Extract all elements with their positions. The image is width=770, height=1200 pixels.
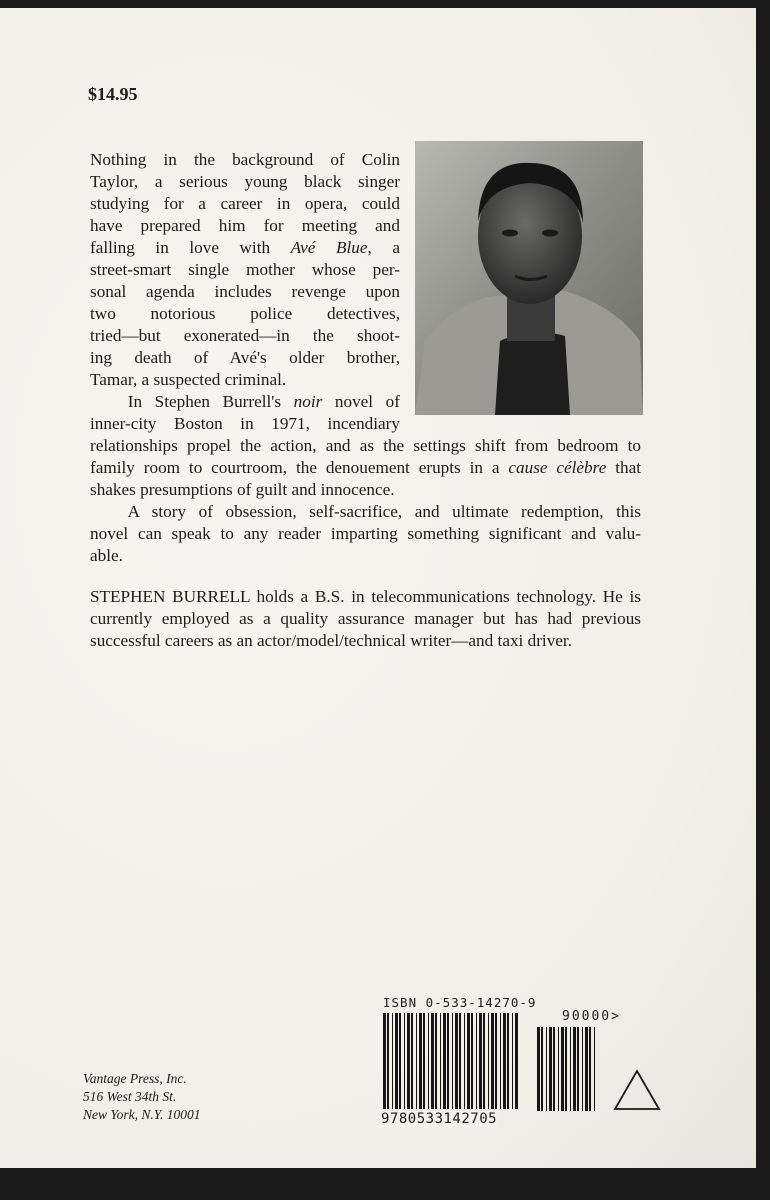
italic-text: cause célèbre [508, 458, 607, 477]
barcode-bar [500, 1013, 501, 1109]
text-segment: tried—but exonerated—in the shoot- [90, 326, 400, 345]
text-segment: In Stephen Burrell's [90, 392, 294, 411]
publisher-street: 516 West 34th St. [83, 1089, 177, 1104]
barcode-bar [395, 1013, 398, 1109]
text-line [90, 193, 400, 215]
bio-line: STEPHEN BURRELL holds a B.S. in telecommunications technology. He is [90, 587, 641, 606]
isbn-label: ISBN 0-533-14270-9 [383, 995, 537, 1010]
barcode-bar [546, 1027, 547, 1111]
text-line [90, 325, 400, 347]
barcode-bar [476, 1013, 477, 1109]
barcode-bar [443, 1013, 446, 1109]
barcode-bar [452, 1013, 453, 1109]
barcode-bar [383, 1013, 386, 1109]
text-line [90, 369, 400, 391]
text-segment: two notorious police detectives, [90, 304, 400, 323]
synopsis-paragraph-1 [90, 149, 400, 391]
text-line [90, 501, 641, 523]
barcode-bar [459, 1013, 461, 1109]
price: $14.95 [88, 84, 138, 104]
barcode-bar [495, 1013, 497, 1109]
text-line [90, 149, 400, 171]
text-line [90, 171, 400, 193]
barcode-bar [392, 1013, 393, 1109]
barcode-bar [553, 1027, 555, 1111]
barcode-bar [471, 1013, 473, 1109]
barcode-bar [419, 1013, 422, 1109]
triangle-mark [612, 1068, 662, 1112]
barcode-bar [431, 1013, 434, 1109]
barcode-bar [435, 1013, 437, 1109]
text-line [90, 281, 400, 303]
publisher-name: Vantage Press, Inc. [83, 1071, 187, 1086]
author-bio [90, 586, 641, 652]
barcode-bar [561, 1027, 564, 1111]
barcode-bar [416, 1013, 417, 1109]
text-line [90, 237, 400, 259]
text-line [90, 391, 400, 413]
barcode-bar [455, 1013, 458, 1109]
text-segment: , a [367, 238, 400, 257]
text-segment: shakes presumptions of guilt and innocence. [90, 480, 395, 499]
barcode-bar [507, 1013, 509, 1109]
barcode-bar [570, 1027, 571, 1111]
text-segment: have prepared him for meeting and [90, 216, 400, 235]
barcode-bar [467, 1013, 470, 1109]
barcode-bar [549, 1027, 552, 1111]
text-segment: falling in love with [90, 238, 291, 257]
barcode-bar [503, 1013, 506, 1109]
italic-text: Avé Blue [290, 238, 368, 257]
barcode-bar [512, 1013, 513, 1109]
text-segment: Nothing in the background of Colin [90, 150, 400, 169]
barcode-bar [577, 1027, 579, 1111]
text-line [90, 347, 400, 369]
barcode-bar [387, 1013, 389, 1109]
barcode-bar [541, 1027, 543, 1111]
barcode-bar [440, 1013, 441, 1109]
barcode-bar [515, 1013, 518, 1109]
text-line [90, 457, 641, 479]
text-segment: that [606, 458, 641, 477]
text-segment: studying for a career in opera, could [90, 194, 400, 213]
text-segment: relationships propel the action, and as the settings shift from bedroom to [90, 436, 641, 455]
book-back-cover [0, 8, 756, 1168]
barcode-bar [423, 1013, 425, 1109]
barcode-bar [464, 1013, 465, 1109]
ean-digits: 9780533142705 [381, 1111, 498, 1127]
barcode-bar [407, 1013, 410, 1109]
barcode-bar [428, 1013, 429, 1109]
italic-text: noir [293, 392, 323, 411]
text-segment: novel of [322, 392, 400, 411]
text-line [90, 215, 400, 237]
barcode-bar [558, 1027, 559, 1111]
text-segment: Tamar, a suspected criminal. [90, 370, 287, 389]
synopsis-continued [90, 435, 641, 567]
text-line [90, 545, 641, 567]
ean-barcode [383, 1013, 520, 1109]
text-line [90, 413, 400, 435]
bio-line: currently employed as a quality assurance manager but has had previous [90, 609, 641, 628]
text-segment: family room to courtroom, the denouement erupts in a [90, 458, 509, 477]
text-segment: sonal agenda includes revenge upon [90, 282, 400, 301]
barcode-bar [589, 1027, 591, 1111]
text-segment: novel can speak to any reader imparting something significant and valu- [90, 524, 641, 543]
publisher-city: New York, N.Y. 10001 [83, 1107, 201, 1122]
barcode-bar [479, 1013, 482, 1109]
barcode-bar [483, 1013, 485, 1109]
barcode-bar [491, 1013, 494, 1109]
barcode-bar [582, 1027, 583, 1111]
publisher-address [83, 1070, 201, 1124]
text-segment: A story of obsession, self-sacrifice, and ultimate redemption, this [90, 502, 641, 521]
text-line [90, 303, 400, 325]
text-segment: inner-city Boston in 1971, incendiary [90, 414, 400, 433]
text-segment: able. [90, 546, 123, 565]
synopsis [90, 149, 641, 567]
text-line [90, 435, 641, 457]
barcode-bar [594, 1027, 595, 1111]
barcode-bar [399, 1013, 401, 1109]
text-line [90, 259, 400, 281]
text-line [90, 523, 641, 545]
barcode-bar [488, 1013, 489, 1109]
text-segment: Taylor, a serious young black singer [90, 172, 400, 191]
barcode-bar [573, 1027, 576, 1111]
barcode-bar [565, 1027, 567, 1111]
bio-line: successful careers as an actor/model/technical writer—and taxi driver. [90, 631, 572, 650]
barcode-bar [585, 1027, 588, 1111]
barcode-bar [537, 1027, 540, 1111]
price-addon-code: 90000> [562, 1009, 621, 1024]
barcode-bar [447, 1013, 449, 1109]
addon-barcode [537, 1027, 599, 1111]
text-segment: ing death of Avé's older brother, [90, 348, 400, 367]
text-segment: street-smart single mother whose per- [90, 260, 400, 279]
text-line [90, 479, 641, 501]
barcode-bar [404, 1013, 405, 1109]
barcode-bar [411, 1013, 413, 1109]
synopsis-paragraph-2-start [90, 391, 400, 435]
